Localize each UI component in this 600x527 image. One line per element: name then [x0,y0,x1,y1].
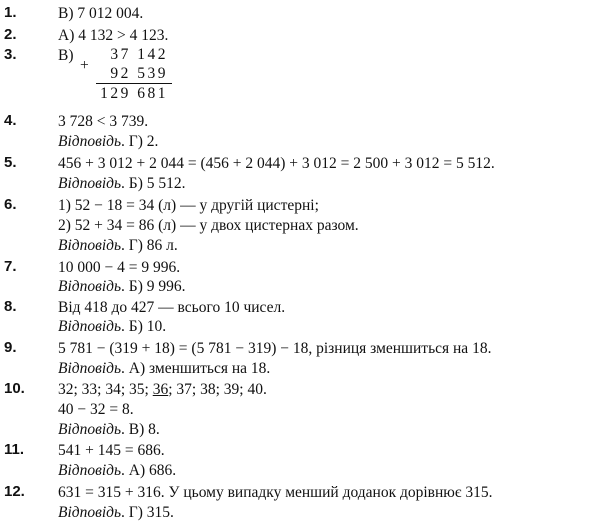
item-option: В) [58,47,74,64]
answer-value: . А) зменшиться на 18. [121,360,271,377]
item-number: 11. [4,441,25,458]
answer-line [58,277,185,297]
answer-line [58,503,174,523]
item-number: 7. [4,258,17,275]
item-line: 40 − 32 = 8. [58,401,134,418]
item-number: 9. [4,339,17,356]
item-line: А) 4 132 > 4 123. [58,27,169,44]
item-number: 8. [4,298,17,315]
addend-2: 92 539 [110,65,168,82]
item-line: 3 728 < 3 739. [58,113,149,130]
addend-1: 37 142 [110,46,168,63]
item-number: 4. [4,112,17,129]
answer-label: Відповідь [58,462,122,479]
answer-label: Відповідь [58,360,122,377]
answer-value: . Г) 315. [121,504,174,521]
answer-label: Відповідь [58,421,122,438]
item-number: 10. [4,380,25,397]
sequence-start: 32; 33; 34; 35; [58,381,153,398]
answer-label: Відповідь [58,504,122,521]
item-line: 5 781 − (319 + 18) = (5 781 − 319) − 18, різниця зменшиться на 18. [58,340,492,357]
answer-line [58,461,176,481]
item-line: 631 = 315 + 316. У цьому випадку менший доданок дорівнює 315. [58,484,493,501]
answer-value: . Г) 86 л. [121,237,178,254]
item-line: 1) 52 − 18 = 34 (л) — у другій цистерні; [58,197,319,214]
answer-value: . Б) 9 996. [121,278,186,295]
item-line: 456 + 3 012 + 2 044 = (456 + 2 044) + 3 012 = 2 500 + 3 012 = 5 512. [58,155,495,172]
item-number: 12. [4,483,25,500]
answer-value: . Г) 2. [121,133,159,150]
number-sequence [58,380,267,400]
answer-label: Відповідь [58,175,122,192]
sum: 129 681 [100,85,168,102]
answer-line [58,317,166,337]
answer-line [58,236,178,256]
answer-label: Відповідь [58,133,122,150]
answer-value: . В) 8. [121,421,160,438]
item-number: 1. [4,4,17,21]
plus-sign: + [80,57,89,74]
answer-value: . Б) 5 512. [121,175,186,192]
answer-line [58,420,160,440]
answer-value: . А) 686. [121,462,177,479]
answer-line [58,174,185,194]
sequence-end: ; 37; 38; 39; 40. [168,381,267,398]
item-line: Від 418 до 427 — всього 10 чисел. [58,299,286,316]
item-number: 2. [4,26,17,43]
answer-label: Відповідь [58,318,122,335]
item-line: В) 7 012 004. [58,5,144,22]
underlined-number: 36 [152,381,169,398]
answer-label: Відповідь [58,237,122,254]
item-line: 541 + 145 = 686. [58,442,165,459]
answer-value: . Б) 10. [121,318,167,335]
answer-label: Відповідь [58,278,122,295]
item-line: 10 000 − 4 = 9 996. [58,259,181,276]
item-number: 6. [4,196,17,213]
answer-line [58,359,270,379]
answer-line [58,132,158,152]
column-addition [96,46,168,106]
item-number: 5. [4,154,17,171]
item-number: 3. [4,46,17,63]
item-line: 2) 52 + 34 = 86 (л) — у двох цистернах разом. [58,217,359,234]
